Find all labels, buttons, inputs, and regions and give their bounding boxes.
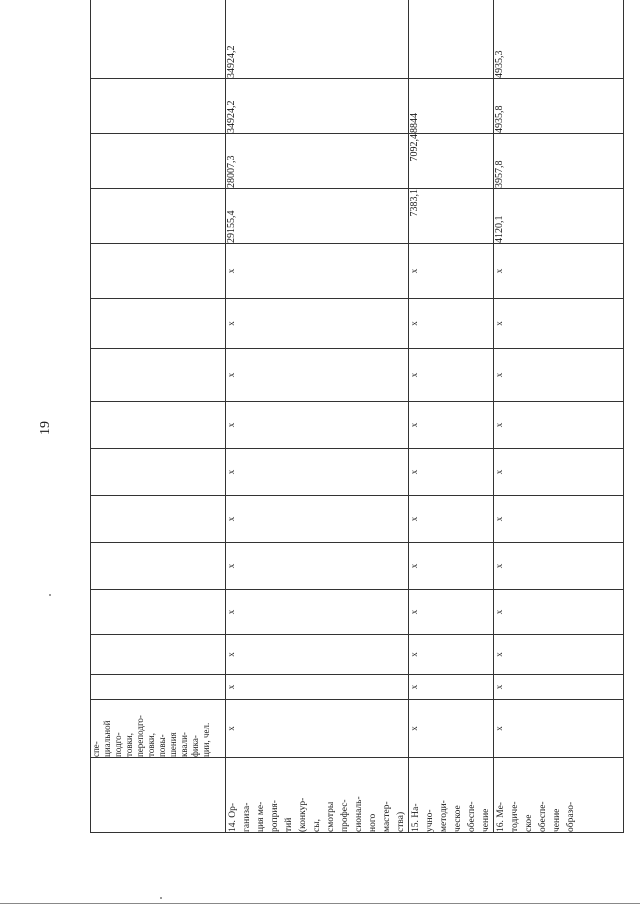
mark-cell: x [494, 675, 624, 700]
mark-cell: x [494, 299, 624, 349]
mark-cell: x [226, 700, 409, 758]
mark-cell: x [409, 299, 494, 349]
mark-cell: x [226, 402, 409, 449]
row-label-line: ское [524, 814, 534, 832]
table-row [226, 0, 409, 833]
header-text-line: спе- [91, 741, 101, 757]
row-label-14 [226, 758, 409, 833]
row-label-line: ция ме- [256, 801, 266, 832]
value-cell: 4935,3 [494, 0, 624, 79]
table-row [494, 0, 624, 833]
value-cell: 29155,4 [226, 189, 409, 244]
value-cell: 28007,3 [226, 134, 409, 189]
mark-cell: x [494, 244, 624, 299]
mark-cell: x [409, 349, 494, 402]
header-text-line: шения [168, 732, 178, 757]
row-label-line: тий [284, 817, 294, 832]
mark-cell: x [226, 299, 409, 349]
mark-cell: x [494, 496, 624, 543]
table-container [90, 17, 587, 833]
page-number: 19 [38, 421, 53, 435]
row-label-line: роприя- [270, 800, 280, 832]
mark-cell: x [409, 543, 494, 590]
row-label-line: ного [368, 813, 378, 832]
row-label-15 [409, 758, 494, 833]
row-label-16 [494, 758, 624, 833]
mark-cell: x [409, 496, 494, 543]
row-label-line: сиональ- [354, 796, 364, 832]
header-text-line: повы- [157, 734, 167, 757]
mark-cell: x [226, 349, 409, 402]
row-label-line: учно- [425, 809, 435, 832]
row-label-line: 14. Ор- [228, 802, 238, 832]
mark-cell: x [494, 590, 624, 635]
value-cell: 3957,8 [494, 134, 624, 189]
header-text-line: товки, [146, 732, 156, 757]
mark-cell: x [226, 675, 409, 700]
mark-cell: x [409, 244, 494, 299]
row-label-line: 16. Ме- [496, 802, 506, 832]
mark-cell: x [494, 449, 624, 496]
value-cell: 7092,4 [409, 134, 494, 189]
header-text-line: товки, [124, 732, 134, 757]
row-label-line: (конкур- [298, 797, 308, 832]
header-cell-label [91, 758, 226, 833]
scan-speck [49, 594, 51, 596]
row-label-line: смотры [326, 801, 336, 832]
mark-cell: x [409, 449, 494, 496]
mark-cell: x [226, 244, 409, 299]
value-cell: 7383,1 [409, 189, 494, 244]
value-cell: 34924,2 [226, 79, 409, 134]
row-label-line: образо- [566, 801, 576, 832]
row-label-line: ческое [453, 805, 463, 832]
value-cell [409, 0, 494, 79]
mark-cell: x [494, 543, 624, 590]
mark-cell: x [409, 590, 494, 635]
mark-cell: x [409, 700, 494, 758]
row-label-line: ганиза- [242, 802, 252, 832]
mark-cell: x [494, 402, 624, 449]
scan-speck [160, 897, 162, 899]
header-cell-personnel [91, 700, 226, 758]
mark-cell: x [409, 675, 494, 700]
value-cell: 4935,8 [494, 79, 624, 134]
mark-cell: x [226, 590, 409, 635]
row-label-line: обеспе- [538, 801, 548, 832]
mark-cell: x [409, 635, 494, 675]
header-text-line: подго- [113, 732, 123, 757]
header-row [91, 0, 226, 833]
row-label-line: сы, [312, 819, 322, 832]
header-text-line: циальной [102, 720, 112, 757]
row-label-line: обеспе- [467, 801, 477, 832]
header-text-line: фика- [190, 735, 200, 757]
row-label-line: 15. На- [411, 803, 421, 832]
mark-cell: x [494, 635, 624, 675]
mark-cell: x [226, 449, 409, 496]
mark-cell: x [226, 496, 409, 543]
row-label-line: профес- [340, 799, 350, 832]
mark-cell: x [409, 402, 494, 449]
row-label-line: методи- [439, 800, 449, 832]
row-label-line: чение [481, 808, 491, 832]
mark-cell: x [226, 635, 409, 675]
page-bottom-edge [0, 903, 640, 904]
mark-cell: x [226, 543, 409, 590]
value-cell: 8844 [409, 79, 494, 134]
row-label-line: чение [552, 808, 562, 832]
header-text-line: переподго- [135, 715, 145, 757]
mark-cell: x [494, 700, 624, 758]
mark-cell: x [494, 349, 624, 402]
row-label-line: ства) [396, 811, 406, 832]
value-cell: 4120,1 [494, 189, 624, 244]
value-cell: 34924,2 [226, 0, 409, 79]
row-label-line: мастер- [382, 801, 392, 832]
header-text-line: ции, чел. [201, 722, 211, 757]
row-label-line: тодиче- [510, 801, 520, 832]
budget-table [90, 0, 624, 833]
table-row [409, 0, 494, 833]
header-text-line: квали- [179, 732, 189, 757]
